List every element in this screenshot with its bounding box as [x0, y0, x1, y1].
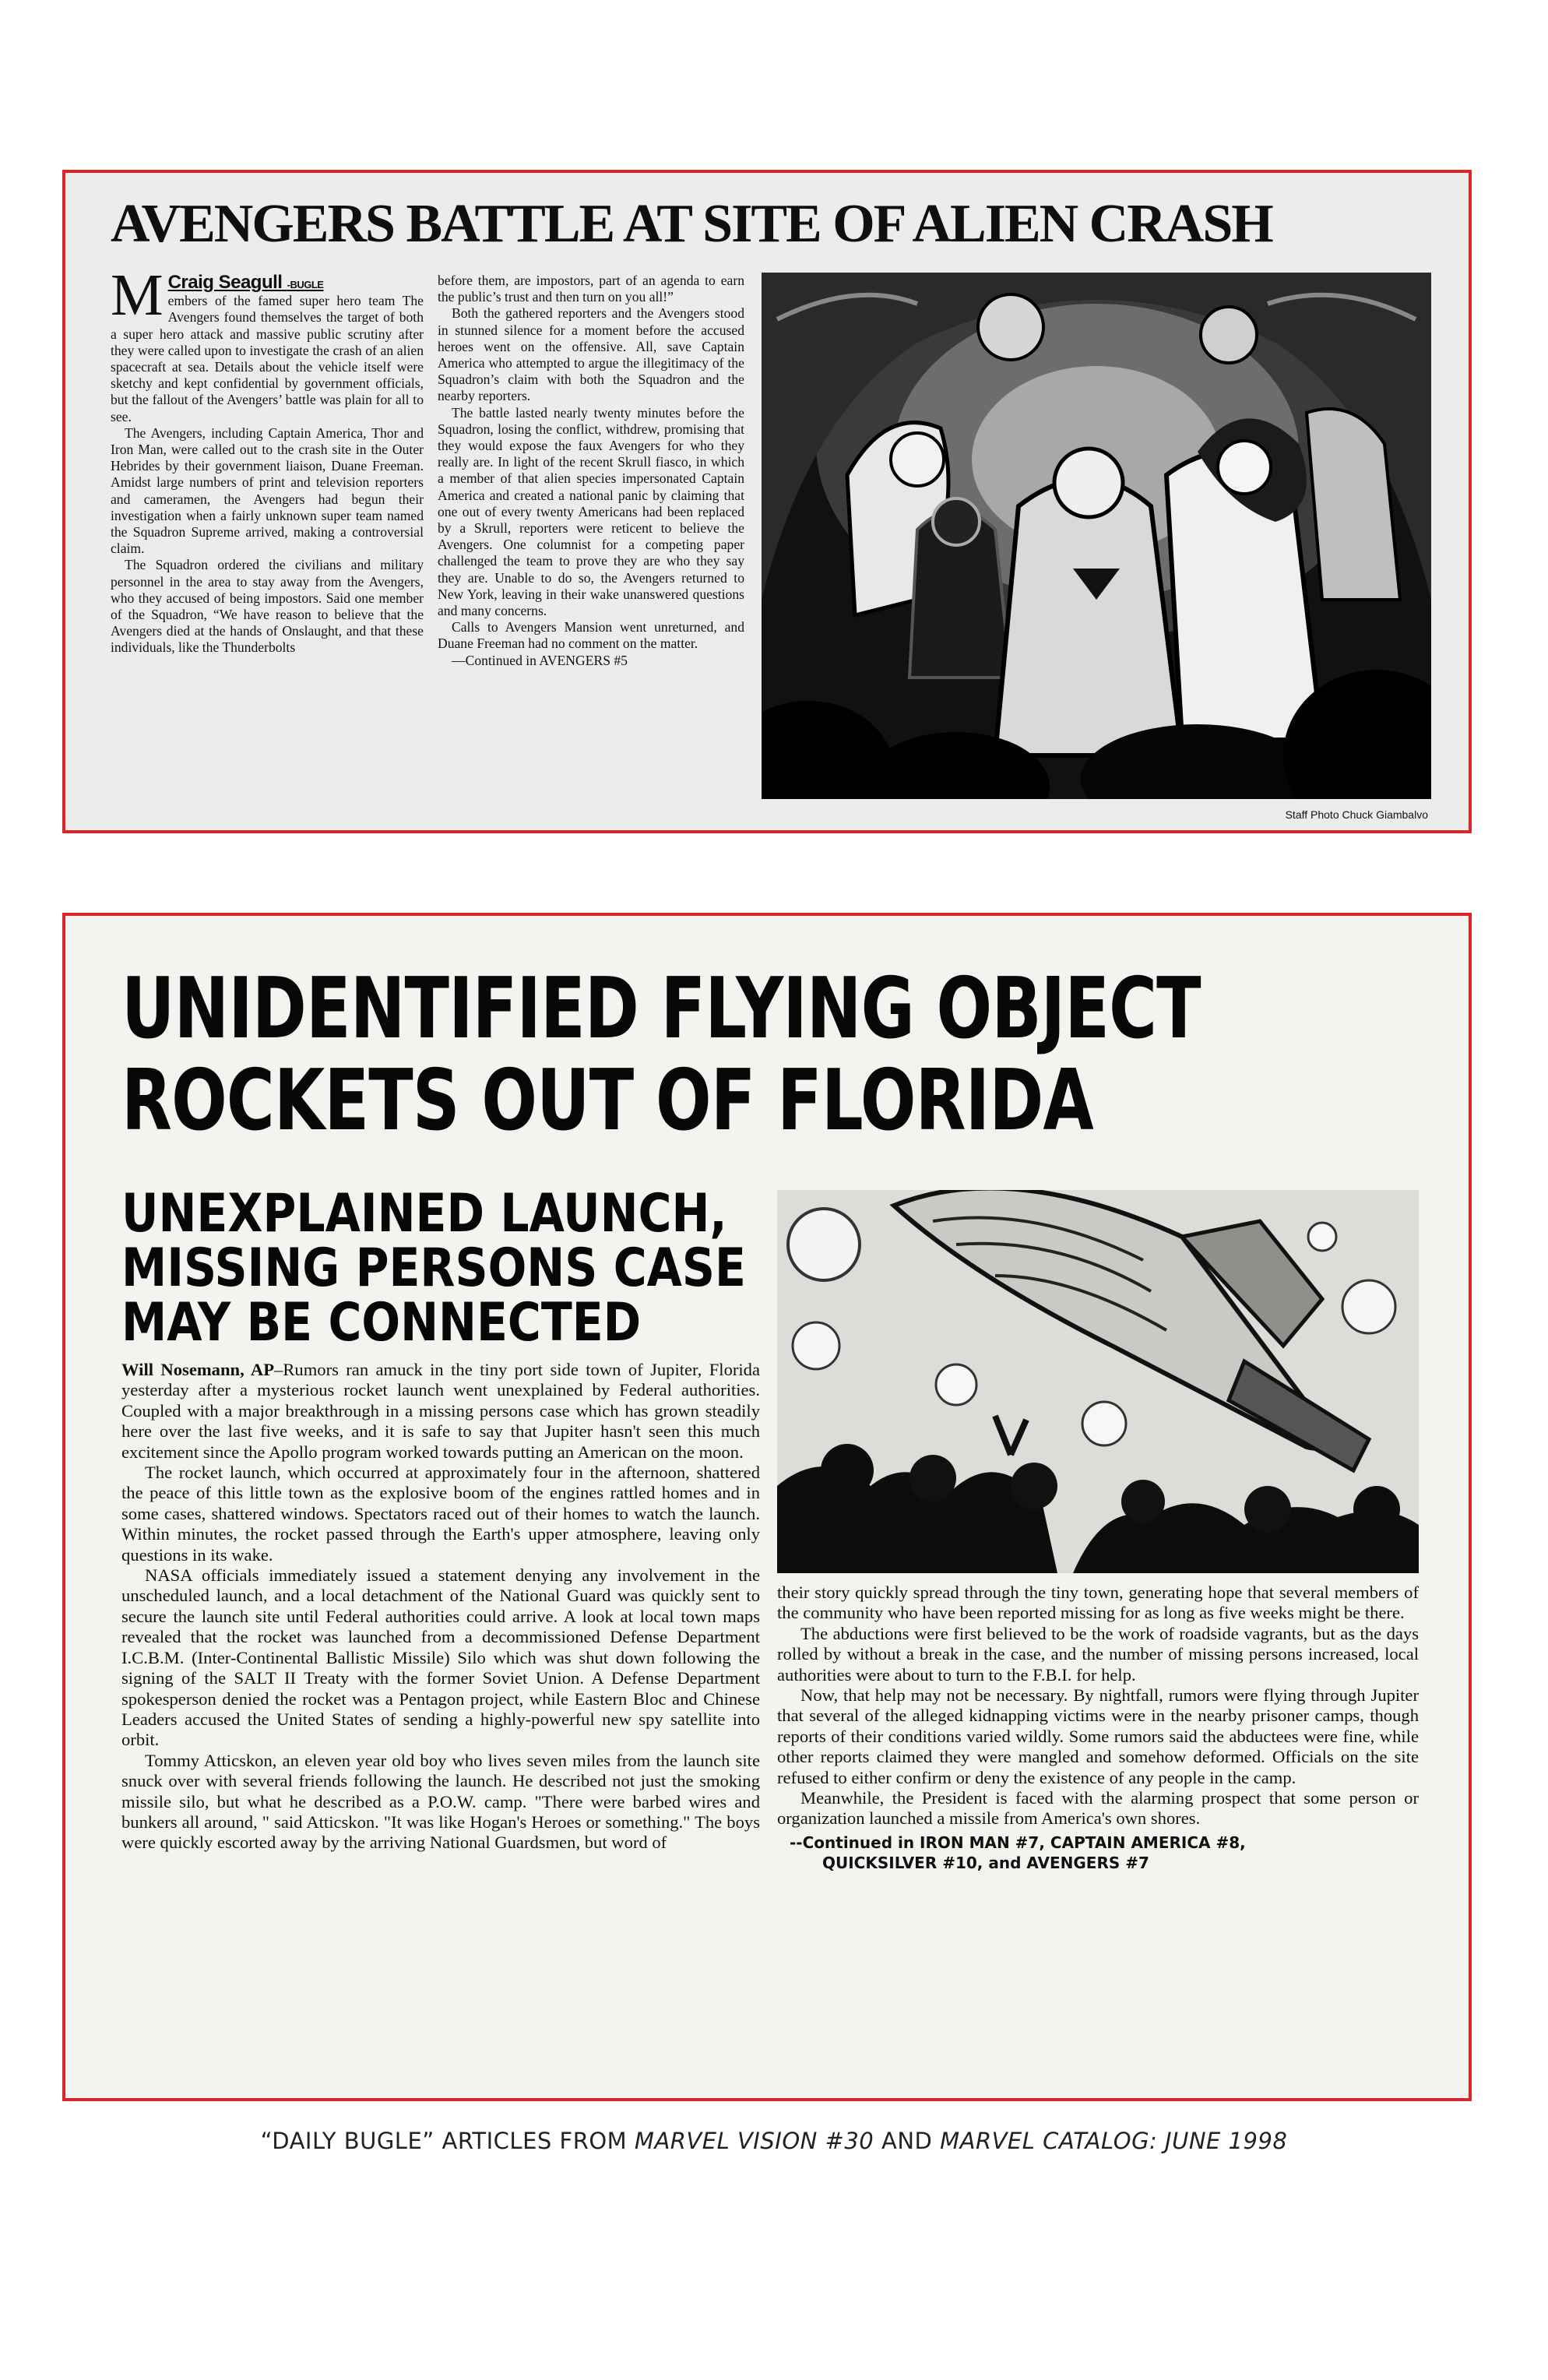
subheadline-line-2: MISSING PERSONS CASE — [121, 1238, 746, 1299]
headline: AVENGERS BATTLE AT SITE OF ALIEN CRASH — [111, 194, 1272, 254]
paragraph: before them, are impostors, part of an agenda to earn the public’s trust and then turn on you all!” — [438, 273, 744, 305]
article-clipping-avengers — [62, 170, 1472, 833]
paragraph: Both the gathered reporters and the Avengers stood in stunned silence for a moment before the accused heroes went on the offensive. All, save Captain America who attempted to argue the illegitimacy of the Squadron’s claim with both the Squadron and the nearby reporters. — [438, 305, 744, 404]
illustration-art — [762, 273, 1431, 799]
paragraph: Tommy Atticskon, an eleven year old boy who lives seven miles from the launch site snuck over with several friends following the launch. He described not just the smoking missile silo, but what he described as a P.O.W. camp. "There were barbed wires and bunkers all around, " said Atticskon. "It was like Hogan's Heroes or something." The boys were quickly escorted away by the arriving National Guardsmen, but word of — [121, 1750, 760, 1853]
subheadline — [121, 1183, 746, 1354]
photo-credit: Staff Photo Chuck Giambalvo — [1285, 808, 1428, 821]
drop-cap: M — [111, 262, 164, 328]
article-clipping-ufo — [62, 913, 1472, 2101]
byline — [168, 274, 324, 293]
article-column-2 — [438, 273, 744, 669]
subheadline-line-3: MAY BE CONNECTED — [121, 1292, 642, 1354]
paragraph: their story quickly spread through the tiny town, generating hope that several members of the community who have been reported missing for as long as five weeks might be there. — [777, 1583, 1419, 1623]
page-caption — [0, 2128, 1548, 2154]
paragraph: NASA officials immediately issued a statement denying any involvement in the unscheduled launch, and a local detachment of the National Guard was quickly sent to secure the launch site until Federal authorities could arrive. A look at local town maps revealed that the rocket was launched from a decommissioned Defense Department I.C.B.M. (Inter-Continental Ballistic Missile) Silo which was shut down following the signing of the SALT II Treaty with the former Soviet Union. A Defense Department spokesperson denied the rocket was a Pentagon project, while Eastern Bloc and Chinese Leaders accused the United States of sending a highly-powerful new spy satellite into orbit. — [121, 1565, 760, 1750]
paragraph: Meanwhile, the President is faced with the alarming prospect that some person or organization launched a missile from America's own shores. — [777, 1788, 1419, 1829]
headline-line-2: ROCKETS OUT OF FLORIDA — [121, 1052, 1093, 1150]
paragraph: The Avengers, including Captain America, Thor and Iron Man, were called out to the crash site in the Outer Hebrides by their government liaison, Duane Freeman. Amidst large numbers of print and television reporters and cameramen, the Avengers had begun their investigation when a fairly unknown super team named the Squadron Supreme arrived, making a controversial claim. — [111, 424, 424, 557]
caption-source-title: MARVEL VISION #30 — [634, 2128, 874, 2154]
illustration-art — [777, 1190, 1419, 1573]
continued-note — [777, 1833, 1419, 1873]
headline-line-1: UNIDENTIFIED FLYING OBJECT — [121, 960, 1201, 1058]
continued-line-2: QUICKSILVER #10, and AVENGERS #7 — [822, 1853, 1149, 1872]
paragraph: The battle lasted nearly twenty minutes before the Squadron, losing the conflict, withdrew, promising that they would expose the faux Avengers for who they really are. In light of the recent Skrull fiasco, in which a member of that alien species impersonated Captain America and created a national panic by claiming that one out of every twenty Americans had been replaced by a Skrull, reporters were reticent to believe the Avengers. One columnist for a competing paper challenged the team to prove they are who they say they are. Unable to do so, the Avengers returned to New York, leaving in their wake unanswered questions and many concerns. — [438, 404, 744, 619]
comic-illustration-rocket — [777, 1190, 1419, 1573]
paragraph: The rocket launch, which occurred at approximately four in the afternoon, shattered the peace of this little town as the explosive boom of the engines rattled homes and in some cases, shattered windows. Spectators raced out of their homes to watch the launch. Within minutes, the rocket passed through the Earth's upper atmosphere, leaving only questions in its wake. — [121, 1463, 760, 1565]
article-column-1 — [121, 1360, 760, 1854]
byline: Will Nosemann, AP — [121, 1360, 275, 1379]
paragraph — [121, 1360, 760, 1463]
paragraph: Now, that help may not be necessary. By nightfall, rumors were flying through Jupiter that several of the alleged kidnapping victims were in the nearby prisoner camps, though reports of their conditions varied wildly. Some rumors said the abductees were fine, while other reports claimed they were mangled and somehow deformed. Officials on the site refused to either confirm or deny the existence of any people in the camp. — [777, 1685, 1419, 1787]
caption-source-title: MARVEL CATALOG: JUNE 1998 — [940, 2128, 1288, 2154]
continued-note: —Continued in AVENGERS #5 — [452, 652, 628, 668]
paragraph: The Squadron ordered the civilians and military personnel in the area to stay away from the Avengers, who they accused of being impostors. Said one member of the Squadron, “We have reason to believe that the Avengers died at the hands of Onslaught, and that these individuals, like the Thunderbolts — [111, 557, 424, 656]
paragraph: The abductions were first believed to be the work of roadside vagrants, but as the days rolled by without a break in the case, and the number of missing persons increased, local authorities were about to turn to the F.B.I. for help. — [777, 1623, 1419, 1685]
caption-text: “DAILY BUGLE” ARTICLES FROM — [260, 2128, 635, 2154]
byline-name: Craig Seagull — [167, 272, 283, 293]
continued-line-1: --Continued in IRON MAN #7, CAPTAIN AMERICA #8, — [790, 1833, 1246, 1852]
comic-illustration-avengers — [762, 273, 1431, 799]
paragraph-text: embers of the famed super hero team The Avengers found themselves the target of both a super hero attack and massive public scrutiny after they were called upon to investigate the crash of an alien spacecraft at sea. Details about the vehicle itself were sketchy and kept confidential by government officials, but the fallout of the Avengers’ battle was plain for all to see. — [111, 293, 424, 424]
byline-outlet: -BUGLE — [287, 279, 324, 290]
paragraph-text: –Rumors ran amuck in the tiny port side town of Jupiter, Florida yesterday after a mysterious rocket launch went unexplained by Federal authorities. Coupled with a major breakthrough in a missing persons case which has grown steadily here over the last five weeks, and it is safe to say that Jupiter hasn't seen this much excitement since the Apollo program worked towards putting an American on the moon. — [121, 1360, 760, 1462]
paragraph — [111, 262, 424, 425]
article-column-2 — [777, 1583, 1419, 1873]
paragraph: Calls to Avengers Mansion went unreturned, and Duane Freeman had no comment on the matter. — [438, 619, 744, 652]
caption-text: AND — [874, 2128, 941, 2154]
subheadline-line-1: UNEXPLAINED LAUNCH, — [121, 1183, 727, 1245]
article-column-1 — [111, 262, 424, 657]
